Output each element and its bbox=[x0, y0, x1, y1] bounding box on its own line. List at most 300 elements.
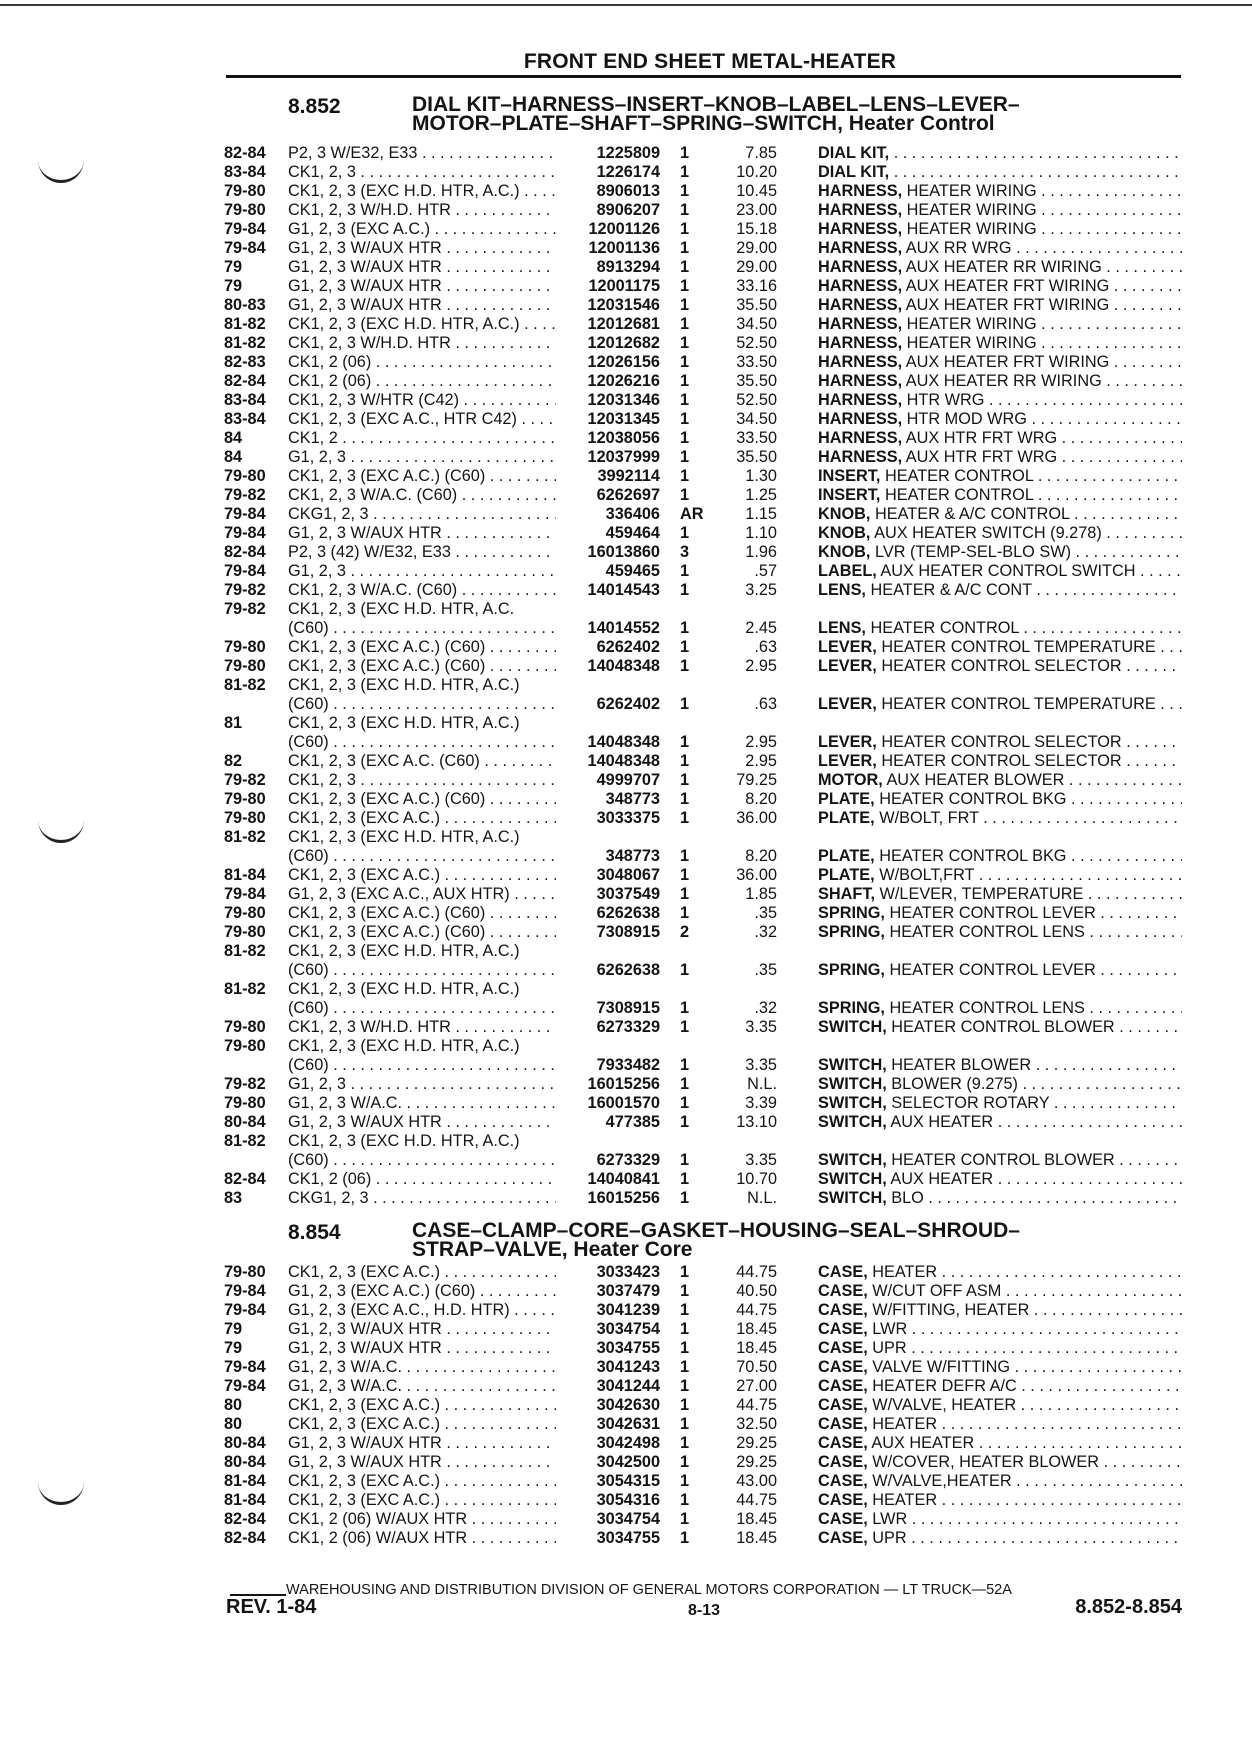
table-row bbox=[0, 220, 1252, 239]
table-row bbox=[0, 144, 1252, 163]
price-cell: N.L. bbox=[747, 1189, 777, 1207]
price-cell: 36.00 bbox=[736, 866, 777, 884]
quantity-cell: 1 bbox=[680, 638, 690, 656]
price-cell: 10.45 bbox=[736, 182, 777, 200]
quantity-cell: 1 bbox=[680, 1434, 690, 1452]
price-cell: 1.15 bbox=[745, 505, 777, 523]
description-text: HEATER CONTROL SELECTOR bbox=[876, 752, 1122, 770]
description-noun: LABEL, bbox=[818, 562, 877, 580]
price-cell: 36.00 bbox=[736, 809, 777, 827]
description-noun: CASE, bbox=[818, 1301, 868, 1319]
quantity-cell: 1 bbox=[680, 144, 690, 162]
model-cell: CK1, 2, 3 (EXC A.C.) (C60) . . . bbox=[288, 904, 556, 923]
model-cell: CK1, 2 (06) W/AUX HTR . . . bbox=[288, 1510, 556, 1529]
price-cell: .32 bbox=[754, 923, 777, 941]
price-cell: 18.45 bbox=[736, 1529, 777, 1547]
part-number-cell: 3054315 bbox=[596, 1472, 660, 1490]
price-cell: .57 bbox=[754, 562, 777, 580]
table-row bbox=[0, 828, 1252, 847]
description-cell bbox=[818, 543, 1182, 562]
year-cell: 79 bbox=[224, 258, 243, 276]
part-number-cell: 6262638 bbox=[596, 904, 660, 922]
description-noun: CASE, bbox=[818, 1320, 868, 1338]
table-row bbox=[0, 771, 1252, 790]
model-cell: G1, 2, 3 W/A.C. . . . bbox=[288, 1377, 556, 1396]
price-cell: 3.39 bbox=[745, 1094, 777, 1112]
model-cell: (C60) . . . bbox=[288, 961, 556, 980]
description-noun: DIAL KIT, bbox=[818, 163, 890, 181]
year-cell: 82-83 bbox=[224, 353, 266, 371]
description-cell bbox=[818, 1510, 1182, 1529]
year-cell: 79-84 bbox=[224, 505, 266, 523]
model-cell: G1, 2, 3 . . . bbox=[288, 562, 556, 581]
table-row bbox=[0, 809, 1252, 828]
quantity-cell: 1 bbox=[680, 657, 690, 675]
description-noun: PLATE, bbox=[818, 847, 875, 865]
description-cell bbox=[818, 923, 1182, 942]
price-cell: 44.75 bbox=[736, 1263, 777, 1281]
description-cell bbox=[818, 1056, 1182, 1075]
table-row bbox=[0, 1056, 1252, 1075]
part-number-cell: 8906013 bbox=[596, 182, 660, 200]
part-number-cell: 6262638 bbox=[596, 961, 660, 979]
description-noun: HARNESS, bbox=[818, 448, 903, 466]
description-noun: HARNESS, bbox=[818, 296, 903, 314]
table-row bbox=[0, 885, 1252, 904]
model-cell: G1, 2, 3 W/AUX HTR . . . bbox=[288, 1434, 556, 1453]
description-text: HEATER WIRING bbox=[902, 334, 1037, 352]
description-text: UPR bbox=[867, 1339, 907, 1357]
quantity-cell: 1 bbox=[680, 201, 690, 219]
quantity-cell: 1 bbox=[680, 1377, 690, 1395]
description-text: AUX HEATER SWITCH (9.278) bbox=[870, 524, 1102, 542]
description-noun: SWITCH, bbox=[818, 1189, 887, 1207]
part-number-cell: 12001126 bbox=[588, 220, 660, 238]
model-cell: CK1, 2, 3 (EXC A.C.) (C60) . . . bbox=[288, 923, 556, 942]
quantity-cell: 1 bbox=[680, 486, 690, 504]
table-row bbox=[0, 410, 1252, 429]
model-cell: CK1, 2, 3 (EXC A.C. (C60) . . . bbox=[288, 752, 556, 771]
price-cell: 10.20 bbox=[736, 163, 777, 181]
table-row bbox=[0, 334, 1252, 353]
description-cell bbox=[818, 1434, 1182, 1453]
table-row bbox=[0, 524, 1252, 543]
description-text: BLOWER (9.275) bbox=[886, 1075, 1018, 1093]
part-number-cell: 7308915 bbox=[596, 923, 660, 941]
part-number-cell: 7308915 bbox=[596, 999, 660, 1017]
quantity-cell: 1 bbox=[680, 277, 690, 295]
price-cell: 34.50 bbox=[736, 315, 777, 333]
description-cell bbox=[818, 1358, 1182, 1377]
quantity-cell: 1 bbox=[680, 1056, 690, 1074]
description-cell bbox=[818, 809, 1182, 828]
quantity-cell: 1 bbox=[680, 1510, 690, 1528]
model-cell: CK1, 2, 3 (EXC A.C., HTR C42) . . . bbox=[288, 410, 556, 429]
price-cell: 35.50 bbox=[736, 372, 777, 390]
description-text: AUX HEATER FRT WIRING bbox=[902, 277, 1110, 295]
model-cell: CK1, 2, 3 (EXC H.D. HTR, A.C.) bbox=[288, 1132, 520, 1150]
table-row bbox=[0, 1396, 1252, 1415]
description-text: HEATER bbox=[867, 1491, 938, 1509]
table-row bbox=[0, 1320, 1252, 1339]
part-number-cell: 12031346 bbox=[587, 391, 660, 409]
quantity-cell: 1 bbox=[680, 239, 690, 257]
description-cell bbox=[818, 505, 1182, 524]
description-noun: SWITCH, bbox=[818, 1151, 887, 1169]
price-cell: 2.95 bbox=[745, 752, 777, 770]
quantity-cell: 1 bbox=[680, 296, 690, 314]
description-noun: SWITCH, bbox=[818, 1094, 887, 1112]
part-number-cell: 12038056 bbox=[587, 429, 660, 447]
part-number-cell: 336406 bbox=[605, 505, 660, 523]
description-noun: CASE, bbox=[818, 1339, 868, 1357]
description-text: AUX HEATER RR WIRING bbox=[902, 372, 1102, 390]
model-cell: G1, 2, 3 . . . bbox=[288, 1075, 556, 1094]
table-row bbox=[0, 1339, 1252, 1358]
year-cell: 82-84 bbox=[224, 1529, 266, 1547]
section-title-line2: MOTOR–PLATE–SHAFT–SPRING–SWITCH, Heater Control bbox=[412, 112, 995, 135]
description-noun: PLATE, bbox=[818, 790, 875, 808]
description-noun: KNOB, bbox=[818, 524, 871, 542]
price-cell: 1.30 bbox=[745, 467, 777, 485]
part-number-cell: 6262402 bbox=[596, 695, 660, 713]
price-cell: 10.70 bbox=[736, 1170, 777, 1188]
description-noun: CASE, bbox=[818, 1453, 868, 1471]
table-row bbox=[0, 1377, 1252, 1396]
part-number-cell: 6262697 bbox=[596, 486, 660, 504]
description-text: VALVE W/FITTING bbox=[867, 1358, 1011, 1376]
part-number-cell: 3054316 bbox=[596, 1491, 660, 1509]
description-noun: HARNESS, bbox=[818, 372, 903, 390]
quantity-cell: 1 bbox=[680, 885, 690, 903]
model-cell: (C60) . . . bbox=[288, 1056, 556, 1075]
price-cell: .35 bbox=[754, 961, 777, 979]
table-row bbox=[0, 752, 1252, 771]
description-text: W/VALVE,HEATER bbox=[867, 1472, 1012, 1490]
model-cell: G1, 2, 3 W/A.C. . . . bbox=[288, 1094, 556, 1113]
model-cell: CK1, 2, 3 (EXC A.C.) . . . bbox=[288, 1472, 556, 1491]
description-noun: LEVER, bbox=[818, 657, 877, 675]
part-number-cell: 12001136 bbox=[588, 239, 660, 257]
quantity-cell: 1 bbox=[680, 1415, 690, 1433]
table-row bbox=[0, 1415, 1252, 1434]
year-cell: 79-80 bbox=[224, 1094, 266, 1112]
table-row bbox=[0, 239, 1252, 258]
year-cell: 79-82 bbox=[224, 486, 266, 504]
model-cell: CK1, 2, 3 . . . bbox=[288, 163, 556, 182]
quantity-cell: 1 bbox=[680, 391, 690, 409]
table-row bbox=[0, 790, 1252, 809]
year-cell: 82-84 bbox=[224, 144, 266, 162]
year-cell: 79-84 bbox=[224, 239, 266, 257]
table-row bbox=[0, 657, 1252, 676]
model-cell: CK1, 2 . . . bbox=[288, 429, 556, 448]
description-cell bbox=[818, 524, 1182, 543]
year-cell: 79 bbox=[224, 277, 243, 295]
price-cell: .35 bbox=[754, 904, 777, 922]
model-cell: G1, 2, 3 W/AUX HTR . . . bbox=[288, 1339, 556, 1358]
year-cell: 79 bbox=[224, 1320, 243, 1338]
description-cell bbox=[818, 657, 1182, 676]
price-cell: 2.95 bbox=[745, 657, 777, 675]
part-number-cell: 16015256 bbox=[587, 1075, 660, 1093]
description-noun: PLATE, bbox=[818, 809, 875, 827]
description-text: LWR bbox=[867, 1320, 908, 1338]
part-number-cell: 3042500 bbox=[596, 1453, 660, 1471]
table-row bbox=[0, 258, 1252, 277]
table-row bbox=[0, 1453, 1252, 1472]
table-row bbox=[0, 1358, 1252, 1377]
part-number-cell: 7933482 bbox=[596, 1056, 660, 1074]
model-cell: G1, 2, 3 (EXC A.C., H.D. HTR) . . . bbox=[288, 1301, 556, 1320]
price-cell: 29.25 bbox=[736, 1434, 777, 1452]
description-noun: HARNESS, bbox=[818, 353, 903, 371]
model-cell: CK1, 2, 3 (EXC A.C.) (C60) . . . bbox=[288, 657, 556, 676]
model-cell: G1, 2, 3 W/AUX HTR . . . bbox=[288, 296, 556, 315]
price-cell: 33.50 bbox=[736, 429, 777, 447]
year-cell: 83 bbox=[224, 1189, 243, 1207]
section-title-line1: DIAL KIT–HARNESS–INSERT–KNOB–LABEL–LENS–LEVER– bbox=[412, 93, 1020, 116]
model-cell: CK1, 2, 3 . . . bbox=[288, 771, 556, 790]
model-cell: CK1, 2, 3 (EXC H.D. HTR, A.C.) bbox=[288, 980, 520, 998]
quantity-cell: 1 bbox=[680, 448, 690, 466]
year-cell: 79-82 bbox=[224, 771, 266, 789]
description-noun: SWITCH, bbox=[818, 1170, 887, 1188]
price-cell: 18.45 bbox=[736, 1320, 777, 1338]
model-cell: CK1, 2, 3 (EXC A.C.) (C60) . . . bbox=[288, 638, 556, 657]
model-cell: (C60) . . . bbox=[288, 619, 556, 638]
price-cell: 3.35 bbox=[745, 1018, 777, 1036]
price-cell: 52.50 bbox=[736, 391, 777, 409]
model-cell: (C60) . . . bbox=[288, 999, 556, 1018]
table-row bbox=[0, 429, 1252, 448]
price-cell: 18.45 bbox=[736, 1510, 777, 1528]
model-cell: CKG1, 2, 3 . . . bbox=[288, 505, 556, 524]
description-cell bbox=[818, 448, 1182, 467]
year-cell: 81-82 bbox=[224, 942, 266, 960]
part-number-cell: 16015256 bbox=[587, 1189, 660, 1207]
quantity-cell: 1 bbox=[680, 961, 690, 979]
description-text: HEATER CONTROL LEVER bbox=[884, 961, 1096, 979]
description-noun: SPRING, bbox=[818, 923, 885, 941]
table-row bbox=[0, 619, 1252, 638]
part-number-cell: 459465 bbox=[605, 562, 660, 580]
quantity-cell: 1 bbox=[680, 1151, 690, 1169]
table-row bbox=[0, 1151, 1252, 1170]
description-cell bbox=[818, 1151, 1182, 1170]
quantity-cell: 1 bbox=[680, 1472, 690, 1490]
year-cell: 80 bbox=[224, 1415, 243, 1433]
part-number-cell: 3034754 bbox=[596, 1320, 660, 1338]
part-number-cell: 12012681 bbox=[587, 315, 660, 333]
description-noun: CASE, bbox=[818, 1415, 868, 1433]
description-cell bbox=[818, 562, 1182, 581]
part-number-cell: 12001175 bbox=[588, 277, 660, 295]
part-number-cell: 1226174 bbox=[596, 163, 660, 181]
description-noun: LEVER, bbox=[818, 733, 877, 751]
description-text: LVR (TEMP-SEL-BLO SW) bbox=[870, 543, 1071, 561]
model-cell: G1, 2, 3 W/AUX HTR . . . bbox=[288, 524, 556, 543]
description-cell bbox=[818, 1453, 1182, 1472]
quantity-cell: 1 bbox=[680, 847, 690, 865]
year-cell: 82-84 bbox=[224, 1510, 266, 1528]
table-row bbox=[0, 1113, 1252, 1132]
table-row bbox=[0, 942, 1252, 961]
part-number-cell: 3041244 bbox=[596, 1377, 660, 1395]
year-cell: 79 bbox=[224, 1339, 243, 1357]
description-cell bbox=[818, 733, 1182, 752]
part-number-cell: 8913294 bbox=[596, 258, 660, 276]
year-cell: 79-80 bbox=[224, 1263, 266, 1281]
part-number-cell: 14048348 bbox=[587, 752, 660, 770]
description-text: AUX HTR FRT WRG bbox=[902, 448, 1058, 466]
model-cell: G1, 2, 3 W/AUX HTR . . . bbox=[288, 277, 556, 296]
quantity-cell: 1 bbox=[680, 1301, 690, 1319]
price-cell: 43.00 bbox=[736, 1472, 777, 1490]
description-text: HEATER CONTROL TEMPERATURE bbox=[876, 638, 1156, 656]
model-cell: CK1, 2, 3 W/A.C. (C60) . . . bbox=[288, 581, 556, 600]
table-row bbox=[0, 1263, 1252, 1282]
year-cell: 81 bbox=[224, 714, 243, 732]
price-cell: 44.75 bbox=[736, 1491, 777, 1509]
year-cell: 80 bbox=[224, 1396, 243, 1414]
table-row bbox=[0, 1075, 1252, 1094]
quantity-cell: 1 bbox=[680, 809, 690, 827]
year-cell: 80-84 bbox=[224, 1113, 266, 1131]
description-text: HEATER CONTROL BLOWER bbox=[886, 1151, 1115, 1169]
quantity-cell: 1 bbox=[680, 581, 690, 599]
price-cell: .32 bbox=[754, 999, 777, 1017]
description-cell bbox=[818, 296, 1182, 315]
model-cell: G1, 2, 3 (EXC A.C.) . . . bbox=[288, 220, 556, 239]
quantity-cell: 1 bbox=[680, 904, 690, 922]
table-row bbox=[0, 448, 1252, 467]
description-cell bbox=[818, 904, 1182, 923]
description-text: HEATER WIRING bbox=[902, 182, 1037, 200]
table-row bbox=[0, 714, 1252, 733]
year-cell: 83-84 bbox=[224, 163, 266, 181]
model-cell: CKG1, 2, 3 . . . bbox=[288, 1189, 556, 1208]
description-text: HEATER & A/C CONT bbox=[865, 581, 1032, 599]
description-noun: HARNESS, bbox=[818, 182, 903, 200]
description-noun: HARNESS, bbox=[818, 429, 903, 447]
price-cell: 1.25 bbox=[745, 486, 777, 504]
part-number-cell: 14014552 bbox=[587, 619, 660, 637]
price-cell: 33.16 bbox=[736, 277, 777, 295]
table-row bbox=[0, 353, 1252, 372]
description-text: SELECTOR ROTARY bbox=[886, 1094, 1050, 1112]
model-cell: CK1, 2, 3 (EXC A.C.) (C60) . . . bbox=[288, 467, 556, 486]
year-cell: 81-84 bbox=[224, 866, 266, 884]
model-cell: CK1, 2, 3 (EXC H.D. HTR, A.C.) . . . bbox=[288, 315, 556, 334]
quantity-cell: 1 bbox=[680, 866, 690, 884]
description-text: HEATER WIRING bbox=[902, 315, 1037, 333]
model-cell: G1, 2, 3 W/AUX HTR . . . bbox=[288, 239, 556, 258]
description-text: AUX HEATER bbox=[867, 1434, 975, 1452]
description-text: HEATER CONTROL BKG bbox=[874, 790, 1067, 808]
description-cell bbox=[818, 1282, 1182, 1301]
description-text: W/COVER, HEATER BLOWER bbox=[867, 1453, 1100, 1471]
part-number-cell: 4999707 bbox=[596, 771, 660, 789]
description-noun: CASE, bbox=[818, 1510, 868, 1528]
part-number-cell: 3992114 bbox=[597, 467, 660, 485]
table-row bbox=[0, 695, 1252, 714]
year-cell: 79-80 bbox=[224, 467, 266, 485]
description-noun: KNOB, bbox=[818, 505, 871, 523]
page-title: FRONT END SHEET METAL-HEATER bbox=[523, 50, 897, 73]
description-cell bbox=[818, 1018, 1182, 1037]
part-number-cell: 12026216 bbox=[587, 372, 660, 390]
price-cell: 3.35 bbox=[745, 1056, 777, 1074]
year-cell: 80-84 bbox=[224, 1453, 266, 1471]
description-text: HEATER WIRING bbox=[902, 201, 1037, 219]
part-number-cell: 12031345 bbox=[587, 410, 660, 428]
description-cell bbox=[818, 1170, 1182, 1189]
quantity-cell: 1 bbox=[680, 467, 690, 485]
description-cell bbox=[818, 144, 1182, 163]
model-cell: G1, 2, 3 W/AUX HTR . . . bbox=[288, 1320, 556, 1339]
table-row bbox=[0, 1037, 1252, 1056]
description-noun: HARNESS, bbox=[818, 277, 903, 295]
part-number-cell: 348773 bbox=[605, 847, 660, 865]
description-noun: LEVER, bbox=[818, 638, 877, 656]
part-number-cell: 8906207 bbox=[596, 201, 660, 219]
part-number-cell: 459464 bbox=[605, 524, 660, 542]
table-row bbox=[0, 505, 1252, 524]
description-cell bbox=[818, 1529, 1182, 1548]
description-noun: INSERT, bbox=[818, 467, 881, 485]
model-cell: CK1, 2, 3 (EXC A.C.) . . . bbox=[288, 1491, 556, 1510]
price-cell: 79.25 bbox=[736, 771, 777, 789]
description-text: HEATER CONTROL LENS bbox=[884, 923, 1085, 941]
part-number-cell: 3033375 bbox=[596, 809, 660, 827]
year-cell: 79-80 bbox=[224, 1018, 266, 1036]
part-number-cell: 14040841 bbox=[587, 1170, 660, 1188]
description-cell bbox=[818, 619, 1182, 638]
price-cell: .63 bbox=[754, 638, 777, 656]
part-number-cell: 1225809 bbox=[596, 144, 660, 162]
quantity-cell: 1 bbox=[680, 1358, 690, 1376]
description-text: UPR bbox=[867, 1529, 907, 1547]
quantity-cell: 1 bbox=[680, 182, 690, 200]
table-row bbox=[0, 163, 1252, 182]
quantity-cell: AR bbox=[680, 505, 704, 523]
model-cell: CK1, 2, 3 W/HTR (C42) . . . bbox=[288, 391, 556, 410]
description-text: HEATER bbox=[867, 1263, 938, 1281]
part-number-cell: 3033423 bbox=[596, 1263, 660, 1281]
description-cell bbox=[818, 201, 1182, 220]
description-cell bbox=[818, 1113, 1182, 1132]
description-text: HEATER CONTROL LEVER bbox=[884, 904, 1096, 922]
description-cell bbox=[818, 1320, 1182, 1339]
section-title-line1: CASE–CLAMP–CORE–GASKET–HOUSING–SEAL–SHROUD– bbox=[412, 1219, 1020, 1242]
model-cell: (C60) . . . bbox=[288, 733, 556, 752]
model-cell: CK1, 2 (06) W/AUX HTR . . . bbox=[288, 1529, 556, 1548]
price-cell: 7.85 bbox=[745, 144, 777, 162]
quantity-cell: 1 bbox=[680, 220, 690, 238]
part-number-cell: 3037549 bbox=[596, 885, 660, 903]
description-noun: HARNESS, bbox=[818, 201, 903, 219]
year-cell: 81-82 bbox=[224, 980, 266, 998]
price-cell: 3.35 bbox=[745, 1151, 777, 1169]
price-cell: 13.10 bbox=[736, 1113, 777, 1131]
description-cell bbox=[818, 961, 1182, 980]
description-noun: SPRING, bbox=[818, 999, 885, 1017]
quantity-cell: 1 bbox=[680, 1170, 690, 1188]
description-noun: CASE, bbox=[818, 1377, 868, 1395]
description-text: AUX HEATER RR WIRING bbox=[902, 258, 1102, 276]
quantity-cell: 1 bbox=[680, 695, 690, 713]
